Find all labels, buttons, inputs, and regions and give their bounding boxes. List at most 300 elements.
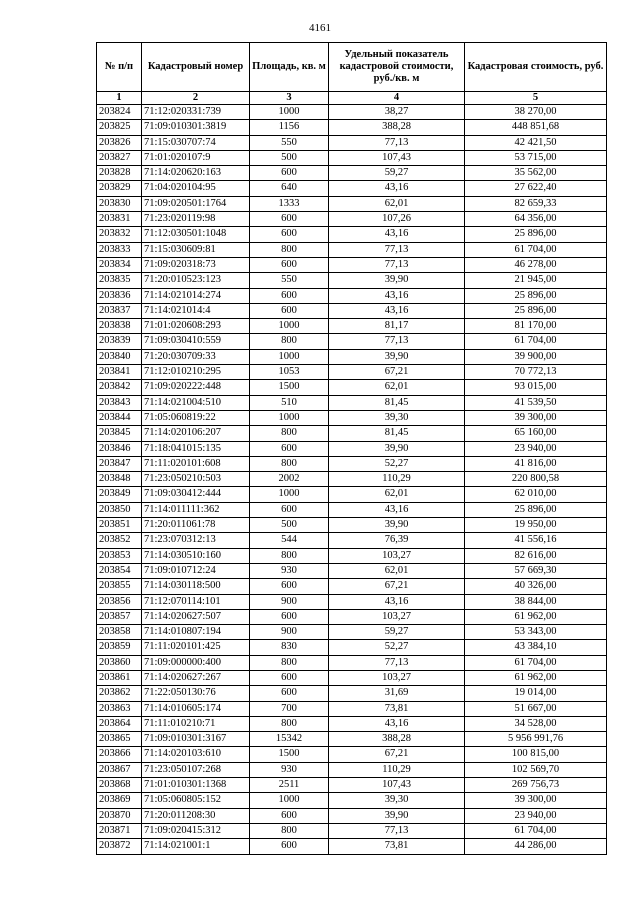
- cell-unit-value: 81,45: [329, 426, 465, 441]
- cell-area: 600: [250, 441, 329, 456]
- cell-cadastral-value: 269 756,73: [465, 778, 607, 793]
- cell-cadastral-number: 71:11:010210:71: [142, 716, 250, 731]
- table-row: [97, 257, 607, 272]
- cell-area: 1156: [250, 120, 329, 135]
- table-row: [97, 625, 607, 640]
- cell-unit-value: 77,13: [329, 655, 465, 670]
- cell-area: 2002: [250, 472, 329, 487]
- cell-unit-value: 107,43: [329, 778, 465, 793]
- header-row-number: № п/п: [97, 43, 142, 92]
- cell-area: 600: [250, 686, 329, 701]
- cell-row-number: 203865: [97, 732, 142, 747]
- cell-row-number: 203868: [97, 778, 142, 793]
- cell-row-number: 203871: [97, 823, 142, 838]
- cell-unit-value: 388,28: [329, 732, 465, 747]
- table-row: [97, 181, 607, 196]
- cell-cadastral-value: 70 772,13: [465, 365, 607, 380]
- cell-area: 800: [250, 426, 329, 441]
- column-number: 5: [465, 92, 607, 105]
- table-row: [97, 441, 607, 456]
- cell-cadastral-number: 71:15:030609:81: [142, 242, 250, 257]
- cell-area: 500: [250, 150, 329, 165]
- cell-cadastral-number: 71:04:020104:95: [142, 181, 250, 196]
- cell-cadastral-value: 64 356,00: [465, 212, 607, 227]
- cell-cadastral-value: 42 421,50: [465, 135, 607, 150]
- table-row: [97, 502, 607, 517]
- cell-cadastral-value: 23 940,00: [465, 808, 607, 823]
- cell-row-number: 203845: [97, 426, 142, 441]
- cell-cadastral-value: 25 896,00: [465, 227, 607, 242]
- cell-unit-value: 31,69: [329, 686, 465, 701]
- cell-area: 600: [250, 288, 329, 303]
- table-row: [97, 823, 607, 838]
- cadastral-value-table: [96, 42, 607, 855]
- header-cadastral-number: Кадастровый номер: [142, 43, 250, 92]
- cell-cadastral-value: 61 704,00: [465, 334, 607, 349]
- cell-unit-value: 52,27: [329, 456, 465, 471]
- cell-unit-value: 43,16: [329, 303, 465, 318]
- cell-cadastral-number: 71:14:021014:274: [142, 288, 250, 303]
- cell-unit-value: 39,90: [329, 441, 465, 456]
- cell-unit-value: 43,16: [329, 716, 465, 731]
- cell-cadastral-value: 61 962,00: [465, 670, 607, 685]
- cell-unit-value: 77,13: [329, 823, 465, 838]
- cell-unit-value: 77,13: [329, 257, 465, 272]
- cell-cadastral-number: 71:14:021014:4: [142, 303, 250, 318]
- column-number: 4: [329, 92, 465, 105]
- cell-cadastral-value: 41 556,16: [465, 533, 607, 548]
- cell-row-number: 203834: [97, 257, 142, 272]
- cell-cadastral-number: 71:12:020331:739: [142, 105, 250, 120]
- cell-cadastral-number: 71:05:060819:22: [142, 410, 250, 425]
- table-row: [97, 380, 607, 395]
- cell-row-number: 203848: [97, 472, 142, 487]
- cell-area: 2511: [250, 778, 329, 793]
- cell-row-number: 203836: [97, 288, 142, 303]
- cell-area: 600: [250, 303, 329, 318]
- cell-cadastral-value: 51 667,00: [465, 701, 607, 716]
- cell-area: 1000: [250, 349, 329, 364]
- cell-cadastral-value: 61 704,00: [465, 655, 607, 670]
- cell-unit-value: 39,90: [329, 808, 465, 823]
- cell-cadastral-number: 71:20:010523:123: [142, 273, 250, 288]
- cell-cadastral-number: 71:09:030412:444: [142, 487, 250, 502]
- table-row: [97, 105, 607, 120]
- cell-cadastral-number: 71:23:070312:13: [142, 533, 250, 548]
- cell-unit-value: 67,21: [329, 579, 465, 594]
- cell-row-number: 203839: [97, 334, 142, 349]
- column-number: 1: [97, 92, 142, 105]
- table-row: [97, 426, 607, 441]
- cell-cadastral-number: 71:20:011061:78: [142, 518, 250, 533]
- cell-cadastral-number: 71:05:060805:152: [142, 793, 250, 808]
- cell-cadastral-value: 53 343,00: [465, 625, 607, 640]
- cell-cadastral-number: 71:12:070114:101: [142, 594, 250, 609]
- table-row: [97, 609, 607, 624]
- table-row: [97, 778, 607, 793]
- cell-cadastral-value: 25 896,00: [465, 502, 607, 517]
- cell-area: 800: [250, 716, 329, 731]
- cell-cadastral-number: 71:01:020107:9: [142, 150, 250, 165]
- column-number: 3: [250, 92, 329, 105]
- cell-area: 800: [250, 548, 329, 563]
- cell-cadastral-value: 5 956 991,76: [465, 732, 607, 747]
- cell-row-number: 203857: [97, 609, 142, 624]
- cell-row-number: 203827: [97, 150, 142, 165]
- cell-cadastral-value: 82 659,33: [465, 196, 607, 211]
- cell-area: 510: [250, 395, 329, 410]
- cell-row-number: 203862: [97, 686, 142, 701]
- table-row: [97, 242, 607, 257]
- cell-cadastral-number: 71:22:050130:76: [142, 686, 250, 701]
- cell-row-number: 203860: [97, 655, 142, 670]
- cell-unit-value: 62,01: [329, 196, 465, 211]
- cell-row-number: 203840: [97, 349, 142, 364]
- table-row: [97, 701, 607, 716]
- cell-cadastral-value: 23 940,00: [465, 441, 607, 456]
- cell-cadastral-value: 21 945,00: [465, 273, 607, 288]
- table-row: [97, 594, 607, 609]
- cell-unit-value: 43,16: [329, 502, 465, 517]
- cell-unit-value: 62,01: [329, 487, 465, 502]
- cell-area: 930: [250, 762, 329, 777]
- cell-area: 930: [250, 563, 329, 578]
- header-cadastral-value: Кадастровая стоимость, руб.: [465, 43, 607, 92]
- cell-unit-value: 76,39: [329, 533, 465, 548]
- cell-cadastral-number: 71:01:020608:293: [142, 319, 250, 334]
- cell-cadastral-number: 71:20:011208:30: [142, 808, 250, 823]
- cell-unit-value: 38,27: [329, 105, 465, 120]
- cell-cadastral-number: 71:12:010210:295: [142, 365, 250, 380]
- cell-cadastral-value: 41 539,50: [465, 395, 607, 410]
- table-row: [97, 487, 607, 502]
- cell-area: 600: [250, 212, 329, 227]
- cell-area: 900: [250, 625, 329, 640]
- cell-row-number: 203859: [97, 640, 142, 655]
- cell-cadastral-value: 39 300,00: [465, 793, 607, 808]
- cell-cadastral-value: 38 270,00: [465, 105, 607, 120]
- table-row: [97, 135, 607, 150]
- cell-area: 600: [250, 609, 329, 624]
- table-row: [97, 349, 607, 364]
- cell-area: 600: [250, 839, 329, 854]
- cell-cadastral-number: 71:14:020627:267: [142, 670, 250, 685]
- cell-cadastral-value: 220 800,58: [465, 472, 607, 487]
- cell-cadastral-number: 71:14:020103:610: [142, 747, 250, 762]
- cell-area: 544: [250, 533, 329, 548]
- table-row: [97, 747, 607, 762]
- table-row: [97, 533, 607, 548]
- cell-cadastral-value: 43 384,10: [465, 640, 607, 655]
- cell-area: 640: [250, 181, 329, 196]
- cell-row-number: 203870: [97, 808, 142, 823]
- cell-cadastral-number: 71:20:030709:33: [142, 349, 250, 364]
- cell-unit-value: 73,81: [329, 701, 465, 716]
- cell-cadastral-value: 81 170,00: [465, 319, 607, 334]
- cell-area: 500: [250, 518, 329, 533]
- cell-cadastral-number: 71:14:011111:362: [142, 502, 250, 517]
- cell-cadastral-value: 25 896,00: [465, 303, 607, 318]
- cell-row-number: 203855: [97, 579, 142, 594]
- cell-area: 600: [250, 166, 329, 181]
- table-row: [97, 640, 607, 655]
- column-number: 2: [142, 92, 250, 105]
- cell-cadastral-number: 71:23:020119:98: [142, 212, 250, 227]
- cell-unit-value: 43,16: [329, 594, 465, 609]
- cell-row-number: 203831: [97, 212, 142, 227]
- cell-cadastral-number: 71:23:050107:268: [142, 762, 250, 777]
- cell-row-number: 203828: [97, 166, 142, 181]
- table-row: [97, 196, 607, 211]
- cell-unit-value: 107,43: [329, 150, 465, 165]
- cell-area: 800: [250, 655, 329, 670]
- cell-cadastral-number: 71:14:030118:500: [142, 579, 250, 594]
- table-row: [97, 456, 607, 471]
- cell-row-number: 203872: [97, 839, 142, 854]
- cell-row-number: 203852: [97, 533, 142, 548]
- cell-cadastral-number: 71:14:010605:174: [142, 701, 250, 716]
- cell-row-number: 203843: [97, 395, 142, 410]
- cell-area: 1000: [250, 319, 329, 334]
- cell-area: 1053: [250, 365, 329, 380]
- table-row: [97, 670, 607, 685]
- cell-cadastral-number: 71:12:030501:1048: [142, 227, 250, 242]
- cell-row-number: 203866: [97, 747, 142, 762]
- table-row: [97, 303, 607, 318]
- cell-unit-value: 43,16: [329, 181, 465, 196]
- cell-unit-value: 103,27: [329, 609, 465, 624]
- table-row: [97, 288, 607, 303]
- table-row: [97, 686, 607, 701]
- cell-cadastral-number: 71:14:021004:510: [142, 395, 250, 410]
- table-row: [97, 319, 607, 334]
- cell-area: 1333: [250, 196, 329, 211]
- table-row: [97, 120, 607, 135]
- cell-cadastral-number: 71:09:010301:3819: [142, 120, 250, 135]
- cell-unit-value: 110,29: [329, 762, 465, 777]
- cell-cadastral-number: 71:09:000000:400: [142, 655, 250, 670]
- cell-cadastral-number: 71:23:050210:503: [142, 472, 250, 487]
- table-row: [97, 410, 607, 425]
- header-area: Площадь, кв. м: [250, 43, 329, 92]
- cell-cadastral-value: 46 278,00: [465, 257, 607, 272]
- table-row: [97, 548, 607, 563]
- cell-area: 600: [250, 257, 329, 272]
- table-row: [97, 273, 607, 288]
- cell-cadastral-value: 35 562,00: [465, 166, 607, 181]
- cell-area: 600: [250, 808, 329, 823]
- cell-unit-value: 39,30: [329, 793, 465, 808]
- table-row: [97, 808, 607, 823]
- table-row: [97, 793, 607, 808]
- cell-cadastral-number: 71:09:020415:312: [142, 823, 250, 838]
- cell-unit-value: 62,01: [329, 563, 465, 578]
- cell-row-number: 203825: [97, 120, 142, 135]
- cell-unit-value: 81,17: [329, 319, 465, 334]
- cell-row-number: 203835: [97, 273, 142, 288]
- cell-cadastral-number: 71:18:041015:135: [142, 441, 250, 456]
- table-row: [97, 563, 607, 578]
- cell-row-number: 203824: [97, 105, 142, 120]
- cell-unit-value: 73,81: [329, 839, 465, 854]
- cell-row-number: 203832: [97, 227, 142, 242]
- cell-cadastral-value: 61 962,00: [465, 609, 607, 624]
- cell-cadastral-number: 71:14:020106:207: [142, 426, 250, 441]
- cell-area: 800: [250, 823, 329, 838]
- cell-cadastral-value: 38 844,00: [465, 594, 607, 609]
- cell-unit-value: 67,21: [329, 747, 465, 762]
- cell-cadastral-number: 71:09:030410:559: [142, 334, 250, 349]
- cell-area: 600: [250, 227, 329, 242]
- table-row: [97, 365, 607, 380]
- cell-row-number: 203847: [97, 456, 142, 471]
- cell-cadastral-number: 71:09:020222:448: [142, 380, 250, 395]
- cell-cadastral-value: 100 815,00: [465, 747, 607, 762]
- cell-cadastral-value: 19 950,00: [465, 518, 607, 533]
- cell-unit-value: 39,90: [329, 349, 465, 364]
- cell-row-number: 203833: [97, 242, 142, 257]
- cell-cadastral-value: 93 015,00: [465, 380, 607, 395]
- cell-area: 900: [250, 594, 329, 609]
- table-row: [97, 166, 607, 181]
- cell-row-number: 203869: [97, 793, 142, 808]
- cell-area: 600: [250, 670, 329, 685]
- cell-cadastral-value: 65 160,00: [465, 426, 607, 441]
- cell-unit-value: 110,29: [329, 472, 465, 487]
- cell-cadastral-number: 71:14:020620:163: [142, 166, 250, 181]
- cell-cadastral-value: 19 014,00: [465, 686, 607, 701]
- cell-area: 800: [250, 456, 329, 471]
- cell-row-number: 203826: [97, 135, 142, 150]
- cell-row-number: 203854: [97, 563, 142, 578]
- cell-unit-value: 39,90: [329, 518, 465, 533]
- cell-unit-value: 67,21: [329, 365, 465, 380]
- cell-cadastral-number: 71:15:030707:74: [142, 135, 250, 150]
- cell-row-number: 203851: [97, 518, 142, 533]
- table-row: [97, 655, 607, 670]
- header-unit-value: Удельный показатель кадастровой стоимости, руб./кв. м: [329, 43, 465, 92]
- cell-area: 1500: [250, 380, 329, 395]
- page-number: 4161: [309, 22, 331, 34]
- cell-cadastral-value: 39 300,00: [465, 410, 607, 425]
- cell-row-number: 203837: [97, 303, 142, 318]
- cell-row-number: 203850: [97, 502, 142, 517]
- table-row: [97, 227, 607, 242]
- cell-cadastral-number: 71:11:020101:608: [142, 456, 250, 471]
- cell-cadastral-value: 27 622,40: [465, 181, 607, 196]
- table-header-row: [97, 43, 607, 92]
- table-row: [97, 334, 607, 349]
- cell-unit-value: 39,90: [329, 273, 465, 288]
- cell-row-number: 203829: [97, 181, 142, 196]
- table-row: [97, 395, 607, 410]
- cell-cadastral-value: 62 010,00: [465, 487, 607, 502]
- cell-cadastral-value: 41 816,00: [465, 456, 607, 471]
- cell-unit-value: 103,27: [329, 670, 465, 685]
- cell-unit-value: 81,45: [329, 395, 465, 410]
- cell-cadastral-number: 71:14:021001:1: [142, 839, 250, 854]
- cell-cadastral-number: 71:09:020501:1764: [142, 196, 250, 211]
- cell-cadastral-value: 448 851,68: [465, 120, 607, 135]
- cell-unit-value: 103,27: [329, 548, 465, 563]
- cell-row-number: 203853: [97, 548, 142, 563]
- cell-area: 700: [250, 701, 329, 716]
- cell-row-number: 203856: [97, 594, 142, 609]
- cell-row-number: 203858: [97, 625, 142, 640]
- cell-row-number: 203864: [97, 716, 142, 731]
- cell-cadastral-value: 40 326,00: [465, 579, 607, 594]
- cell-unit-value: 77,13: [329, 242, 465, 257]
- cell-unit-value: 43,16: [329, 227, 465, 242]
- cell-area: 1000: [250, 410, 329, 425]
- cell-unit-value: 77,13: [329, 334, 465, 349]
- cell-cadastral-number: 71:14:020627:507: [142, 609, 250, 624]
- cell-area: 1000: [250, 105, 329, 120]
- cell-cadastral-value: 61 704,00: [465, 823, 607, 838]
- cell-unit-value: 77,13: [329, 135, 465, 150]
- table-row: [97, 150, 607, 165]
- cell-row-number: 203846: [97, 441, 142, 456]
- table-row: [97, 212, 607, 227]
- cell-cadastral-number: 71:09:010301:3167: [142, 732, 250, 747]
- cell-cadastral-value: 39 900,00: [465, 349, 607, 364]
- cell-row-number: 203842: [97, 380, 142, 395]
- column-number-row: [97, 92, 607, 105]
- cell-area: 15342: [250, 732, 329, 747]
- table-row: [97, 518, 607, 533]
- table-row: [97, 716, 607, 731]
- cell-cadastral-value: 44 286,00: [465, 839, 607, 854]
- table-row: [97, 472, 607, 487]
- cell-unit-value: 52,27: [329, 640, 465, 655]
- cell-cadastral-number: 71:01:010301:1368: [142, 778, 250, 793]
- cell-area: 830: [250, 640, 329, 655]
- cell-cadastral-value: 102 569,70: [465, 762, 607, 777]
- cell-area: 550: [250, 135, 329, 150]
- cell-unit-value: 39,30: [329, 410, 465, 425]
- cell-cadastral-number: 71:09:010712:24: [142, 563, 250, 578]
- cell-row-number: 203863: [97, 701, 142, 716]
- cell-cadastral-value: 82 616,00: [465, 548, 607, 563]
- cell-row-number: 203830: [97, 196, 142, 211]
- cell-cadastral-value: 61 704,00: [465, 242, 607, 257]
- table-body: [97, 105, 607, 855]
- cell-area: 1500: [250, 747, 329, 762]
- cell-area: 1000: [250, 793, 329, 808]
- cell-unit-value: 59,27: [329, 625, 465, 640]
- cell-unit-value: 62,01: [329, 380, 465, 395]
- cell-row-number: 203841: [97, 365, 142, 380]
- cell-row-number: 203838: [97, 319, 142, 334]
- cell-row-number: 203867: [97, 762, 142, 777]
- cell-area: 800: [250, 334, 329, 349]
- cell-cadastral-number: 71:11:020101:425: [142, 640, 250, 655]
- cell-unit-value: 388,28: [329, 120, 465, 135]
- cell-cadastral-value: 25 896,00: [465, 288, 607, 303]
- cell-row-number: 203861: [97, 670, 142, 685]
- table-row: [97, 579, 607, 594]
- cell-cadastral-number: 71:14:010807:194: [142, 625, 250, 640]
- cell-unit-value: 107,26: [329, 212, 465, 227]
- cell-cadastral-number: 71:14:030510:160: [142, 548, 250, 563]
- cell-cadastral-value: 57 669,30: [465, 563, 607, 578]
- cell-row-number: 203849: [97, 487, 142, 502]
- cell-area: 550: [250, 273, 329, 288]
- table-row: [97, 762, 607, 777]
- table-row: [97, 839, 607, 854]
- table-row: [97, 732, 607, 747]
- cell-unit-value: 43,16: [329, 288, 465, 303]
